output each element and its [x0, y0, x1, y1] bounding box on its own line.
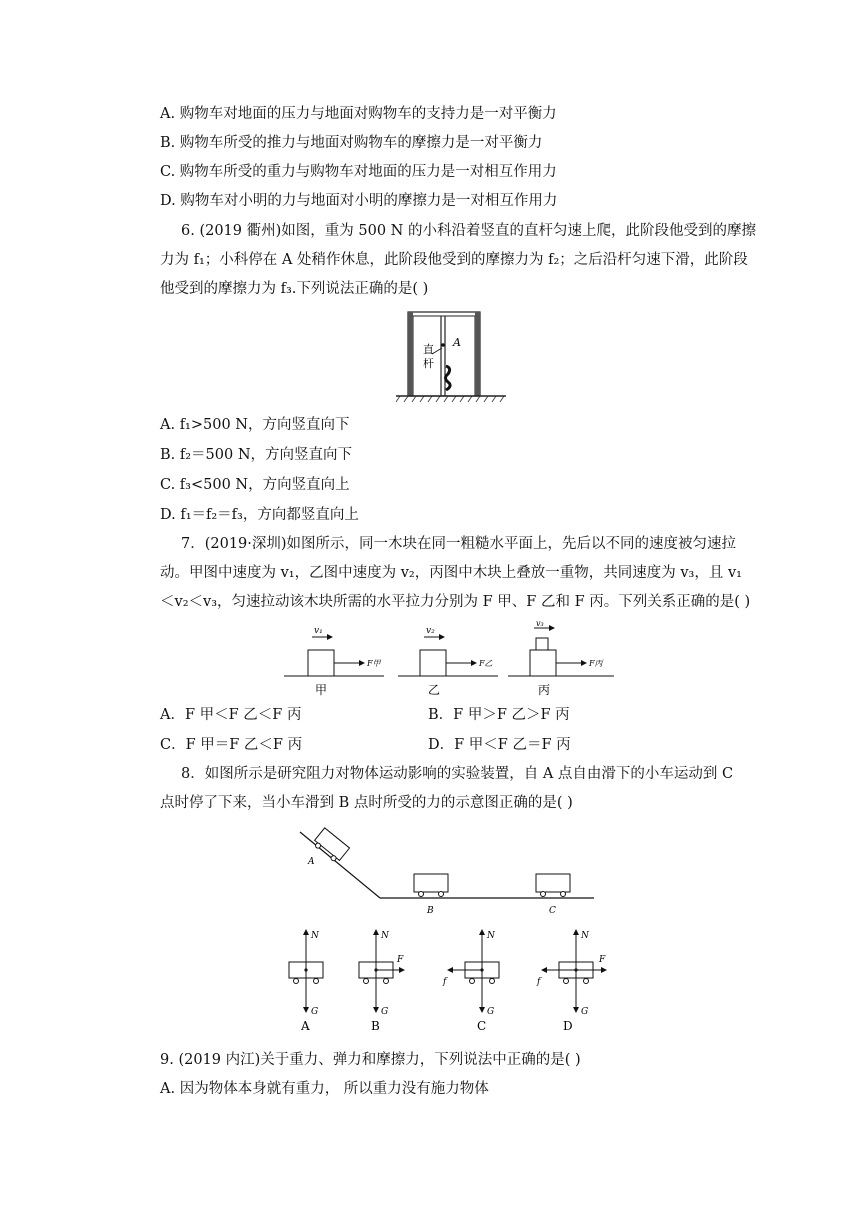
- q6-option-d: D. f₁＝f₂＝f₃，方向都竖直向上: [160, 507, 359, 523]
- diagram-c-g: G: [487, 1007, 495, 1017]
- pole-label-2: 杆: [423, 357, 434, 370]
- diagram-d-caption: D: [563, 1019, 573, 1033]
- force-diagram-a: [289, 930, 323, 1033]
- q8-slope-figure: [296, 818, 596, 918]
- q8-stem-line-2: 点时停了下来，当小车滑到 B 点时所受的力的示意图正确的是( ): [160, 795, 573, 811]
- q5-option-c: C. 购物车所受的重力与购物车对地面的压力是一对相互作用力: [160, 164, 557, 180]
- pole-label-1: 直: [423, 343, 434, 356]
- q6-option-b: B. f₂＝500 N，方向竖直向下: [160, 447, 353, 463]
- caption-yi: 乙: [428, 683, 441, 697]
- q7-option-a: A．F 甲＜F 乙＜F 丙: [160, 707, 302, 723]
- q7-option-c: C．F 甲＝F 乙＜F 丙: [160, 737, 303, 753]
- v1-label: v₁: [314, 626, 323, 636]
- q5-option-d: D. 购物车对小明的力与地面对小明的摩擦力是一对相互作用力: [160, 193, 558, 209]
- force-diagram-d: [536, 930, 606, 1033]
- q5-option-b: B. 购物车所受的推力与地面对购物车的摩擦力是一对平衡力: [160, 135, 543, 151]
- q7-option-d: D．F 甲＜F 乙＝F 丙: [428, 737, 571, 753]
- point-a-label: A: [453, 336, 461, 349]
- f-jia-label: F甲: [367, 659, 381, 668]
- diagram-b-g: G: [381, 1007, 389, 1017]
- f-yi-label: F乙: [479, 659, 493, 668]
- force-diagram-c: [442, 930, 499, 1033]
- v3-label: v₃: [536, 620, 544, 628]
- force-diagram-b: [359, 930, 404, 1033]
- q6-stem-line-1: 6. (2019 衢州)如图，重为 500 N 的小科沿着竖直的直杆匀速上爬，此阶段他受到的摩擦: [181, 223, 756, 239]
- diagram-b-caption: B: [371, 1019, 380, 1033]
- q6-stem-line-2: 力为 f₁；小科停在 A 处稍作休息，此阶段他受到的摩擦力为 f₂；之后沿杆匀速下滑，此阶段: [160, 252, 748, 268]
- diagram-a-g: G: [311, 1007, 319, 1017]
- diagram-a-n: N: [311, 931, 319, 941]
- v2-label: v₂: [426, 626, 435, 636]
- point-c: C: [549, 906, 556, 916]
- q6-option-a: A. f₁>500 N，方向竖直向下: [160, 417, 350, 433]
- diagram-a-caption: A: [301, 1019, 310, 1033]
- q8-stem-line-1: 8．如图所示是研究阻力对物体运动影响的实验装置，自 A 点自由滑下的小车运动到 C: [181, 766, 734, 782]
- diagram-c-n: N: [487, 931, 495, 941]
- caption-bing: 丙: [538, 683, 551, 697]
- point-b: B: [427, 906, 434, 916]
- q6-stem-line-3: 他受到的摩擦力为 f₃.下列说法正确的是( ): [160, 281, 429, 297]
- q5-option-a: A. 购物车对地面的压力与地面对购物车的支持力是一对平衡力: [160, 106, 557, 122]
- q7-stem-line-2: 动。甲图中速度为 v₁，乙图中速度为 v₂，丙图中木块上叠放一重物，共同速度为 v₃，且 v₁: [160, 565, 742, 581]
- q6-pole-figure: [396, 308, 516, 408]
- q9-stem: 9. (2019 内江)关于重力、弹力和摩擦力，下列说法中正确的是( ): [160, 1052, 581, 1068]
- diagram-d-g: G: [581, 1007, 589, 1017]
- q6-option-c: C. f₃<500 N，方向竖直向上: [160, 477, 350, 493]
- f-bing-label: F丙: [589, 659, 603, 668]
- diagram-d-n: N: [581, 931, 589, 941]
- q7-stem-line-1: 7．(2019·深圳)如图所示，同一木块在同一粗糙水平面上，先后以不同的速度被匀速拉: [181, 536, 737, 552]
- diagram-c-f: f: [443, 977, 447, 987]
- q7-stem-line-3: ＜v₂＜v₃，匀速拉动该木块所需的水平拉力分别为 F 甲、F 乙和 F 丙。下列关系正确的是( ): [160, 594, 751, 610]
- q7-option-b: B．F 甲＞F 乙＞F 丙: [428, 707, 570, 723]
- diagram-b-f: F: [397, 955, 404, 965]
- diagram-d-f-right: F: [599, 955, 606, 965]
- diagram-b-n: N: [381, 931, 389, 941]
- q8-force-diagrams: [280, 922, 620, 1034]
- diagram-c-caption: C: [477, 1019, 487, 1033]
- q7-blocks-figure: [284, 620, 624, 700]
- caption-jia: 甲: [315, 683, 328, 697]
- diagram-d-f-left: f: [537, 977, 541, 987]
- point-a: A: [308, 857, 315, 867]
- q9-option-a: A. 因为物体本身就有重力， 所以重力没有施力物体: [160, 1081, 489, 1097]
